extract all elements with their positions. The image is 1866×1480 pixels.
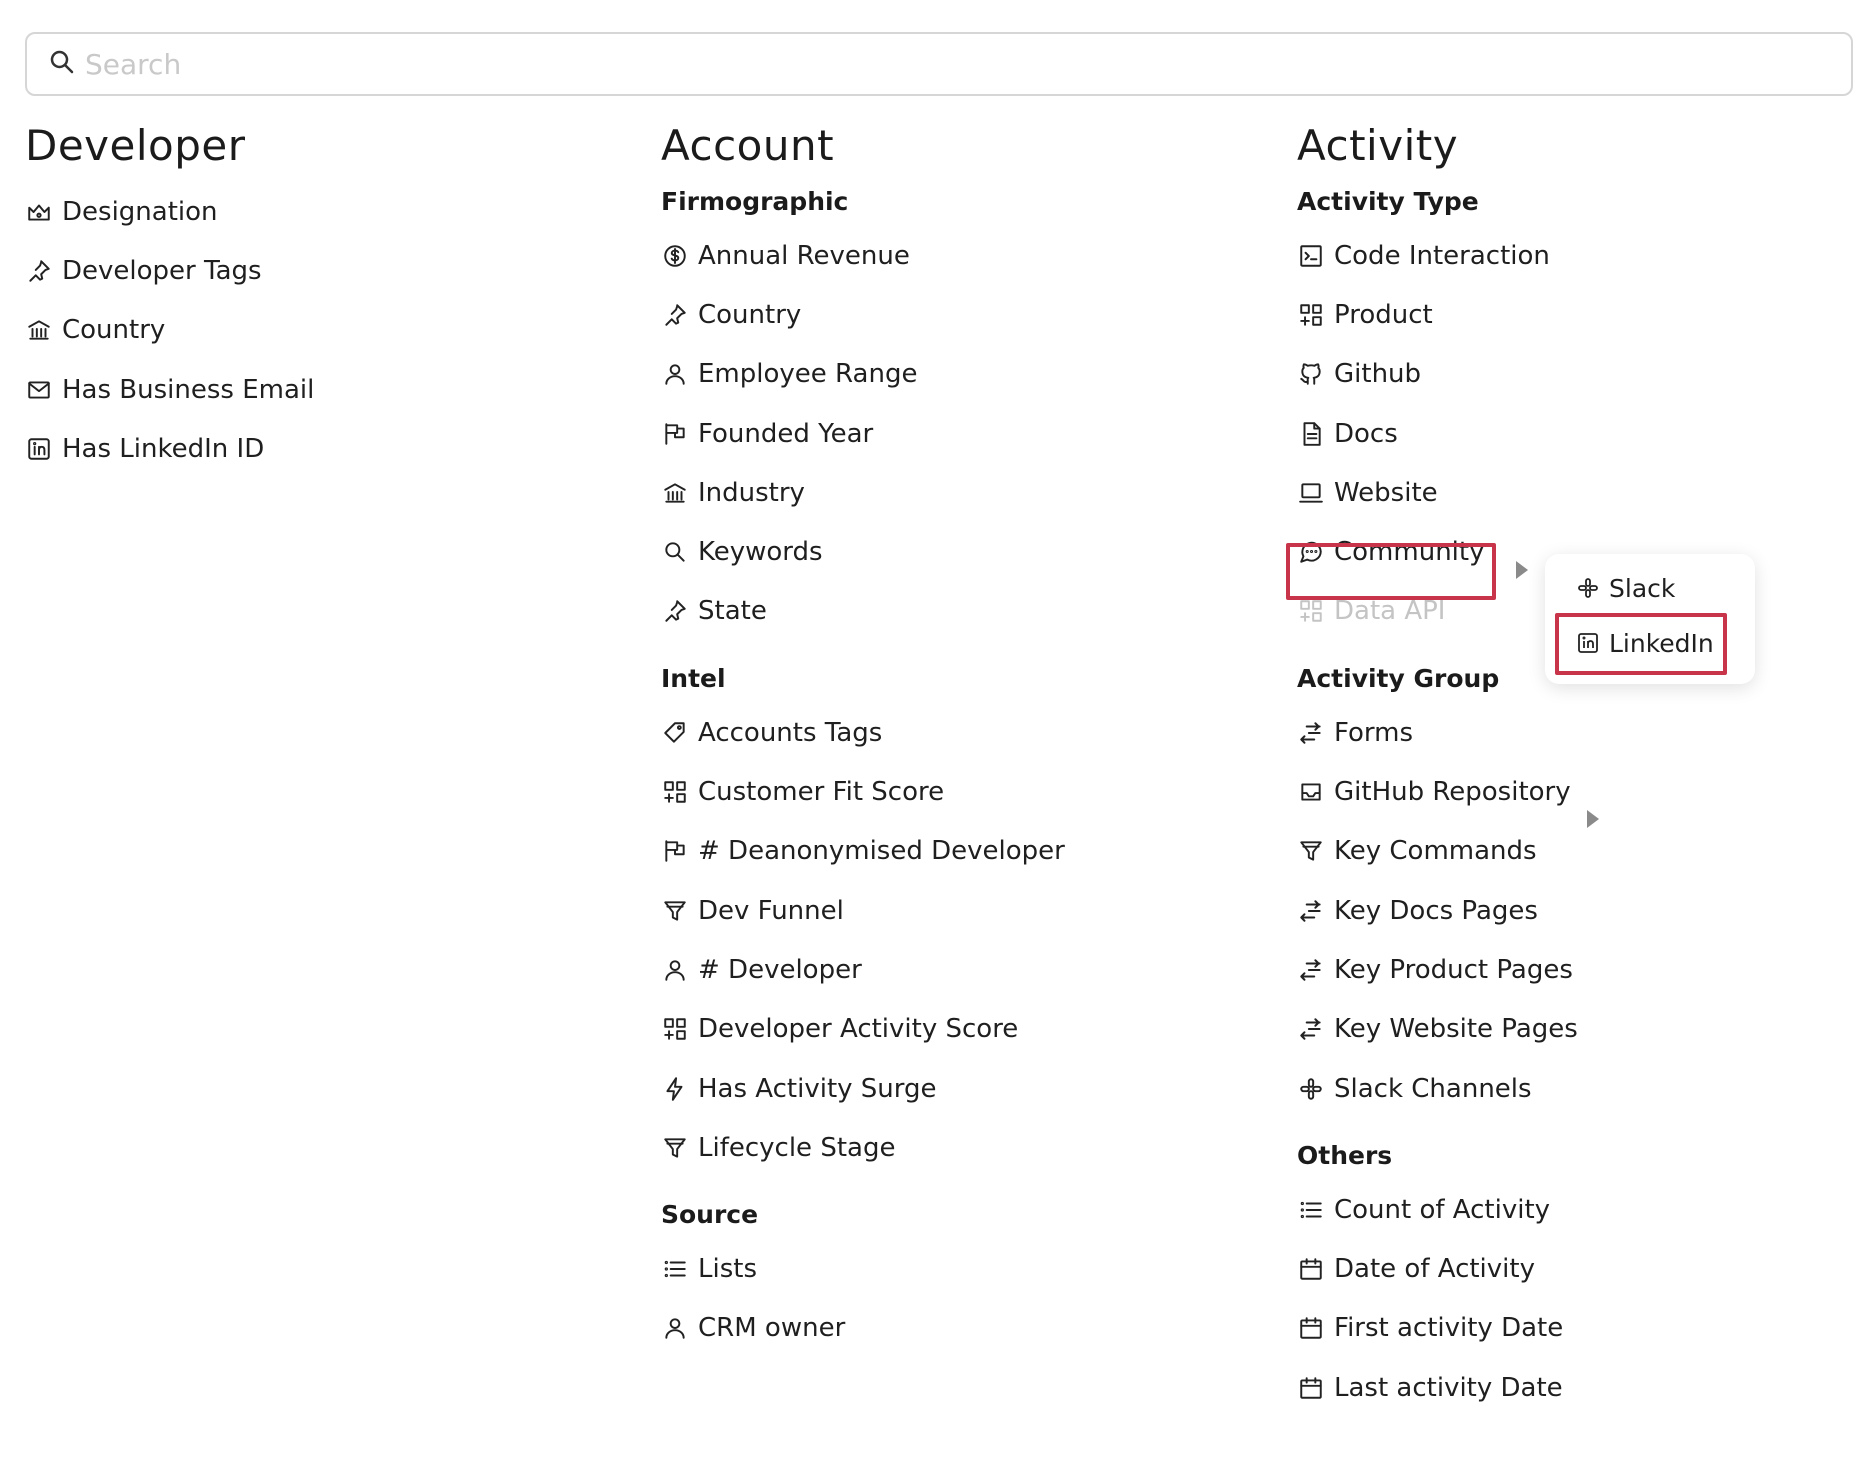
- menu-item-label: Lifecycle Stage: [698, 1132, 896, 1163]
- account-title: Account: [661, 121, 835, 170]
- pin-icon: [25, 257, 53, 285]
- menu-item-slack-channels[interactable]: [1297, 1059, 1797, 1118]
- menu-item-label: Founded Year: [698, 418, 874, 449]
- menu-item-label: Community: [1334, 537, 1485, 568]
- menu-item-label: Data API: [1334, 596, 1446, 627]
- search-icon: [47, 47, 77, 81]
- menu-item-label: Website: [1334, 477, 1438, 508]
- menu-item-key-website-pages[interactable]: [1297, 1000, 1797, 1059]
- arrows-icon: [1297, 1015, 1325, 1043]
- search-bar[interactable]: [25, 32, 1853, 96]
- menu-item-github[interactable]: [1297, 345, 1797, 404]
- dollar-circle-icon: [661, 242, 689, 270]
- list-icon: [1297, 1196, 1325, 1224]
- menu-item-key-commands[interactable]: [1297, 822, 1797, 881]
- menu-item-has-activity-surge[interactable]: [661, 1059, 1261, 1118]
- chat-icon: [1297, 538, 1325, 566]
- menu-item-label: Has LinkedIn ID: [62, 433, 265, 464]
- mail-icon: [25, 376, 53, 404]
- submenu-item-linkedin[interactable]: [1575, 621, 1714, 665]
- menu-item-date-of-activity[interactable]: [1297, 1239, 1797, 1298]
- menu-item-website[interactable]: [1297, 463, 1797, 522]
- menu-item-label: Product: [1334, 299, 1433, 330]
- menu-item-dev-funnel[interactable]: [661, 881, 1261, 940]
- menu-item-label: Docs: [1334, 418, 1398, 449]
- menu-item-deanonymised-developer[interactable]: [661, 822, 1261, 881]
- github-repository-submenu-arrow[interactable]: [1587, 810, 1599, 828]
- funnel-icon: [661, 897, 689, 925]
- bolt-icon: [661, 1075, 689, 1103]
- section-heading-activity-type: Activity Type: [1297, 187, 1479, 216]
- menu-item-label: Dev Funnel: [698, 895, 844, 926]
- menu-item-label: Country: [698, 299, 802, 330]
- menu-item-state[interactable]: [661, 582, 1261, 641]
- menu-item-industry[interactable]: [661, 463, 1261, 522]
- activity-column: [1297, 118, 1797, 1435]
- terminal-icon: [1297, 242, 1325, 270]
- pin-icon: [661, 301, 689, 329]
- menu-item-country[interactable]: [661, 285, 1261, 344]
- menu-item-first-activity-date[interactable]: [1297, 1299, 1797, 1358]
- menu-item-lists[interactable]: [661, 1239, 1261, 1298]
- grid-icon: [661, 778, 689, 806]
- menu-item-label: Lists: [698, 1254, 757, 1285]
- calendar-icon: [1297, 1255, 1325, 1283]
- laptop-icon: [1297, 479, 1325, 507]
- menu-item-key-docs-pages[interactable]: [1297, 881, 1797, 940]
- menu-item-docs[interactable]: [1297, 404, 1797, 463]
- submenu-item-label: LinkedIn: [1609, 628, 1714, 658]
- menu-item-label: Has Business Email: [62, 374, 315, 405]
- user-icon: [661, 956, 689, 984]
- menu-item-label: Employee Range: [698, 359, 918, 390]
- submenu-item-slack[interactable]: [1575, 566, 1675, 610]
- menu-item-label: Keywords: [698, 537, 823, 568]
- menu-item-employee-range[interactable]: [661, 345, 1261, 404]
- menu-item-label: Developer Tags: [62, 255, 262, 286]
- menu-item-lifecycle-stage[interactable]: [661, 1118, 1261, 1177]
- menu-item-label: Accounts Tags: [698, 717, 883, 748]
- submenu-item-label: Slack: [1609, 573, 1676, 603]
- funnel-icon: [661, 1134, 689, 1162]
- activity-title: Activity: [1297, 121, 1459, 170]
- menu-item-github-repository[interactable]: [1297, 762, 1797, 821]
- menu-item-label: Industry: [698, 477, 805, 508]
- grid-icon: [661, 1015, 689, 1043]
- menu-item-label: Annual Revenue: [698, 240, 910, 271]
- bank-icon: [661, 479, 689, 507]
- slack-icon: [1575, 575, 1601, 601]
- menu-item-label: Forms: [1334, 717, 1414, 748]
- tag-icon: [661, 719, 689, 747]
- menu-item-label: Github: [1334, 359, 1422, 390]
- linkedin-icon: [25, 435, 53, 463]
- list-icon: [661, 1255, 689, 1283]
- menu-item-label: State: [698, 596, 767, 627]
- menu-item-label: # Developer: [698, 954, 862, 985]
- inbox-icon: [1297, 778, 1325, 806]
- arrows-icon: [1297, 897, 1325, 925]
- document-icon: [1297, 420, 1325, 448]
- menu-item-label: # Deanonymised Developer: [698, 836, 1065, 867]
- menu-item-developer-activity-score[interactable]: [661, 1000, 1261, 1059]
- flag-icon: [661, 837, 689, 865]
- github-icon: [1297, 360, 1325, 388]
- community-submenu: [1545, 554, 1755, 684]
- menu-item-developer-tags[interactable]: [25, 241, 625, 300]
- menu-item-forms[interactable]: [1297, 703, 1797, 762]
- menu-item-developer[interactable]: [661, 940, 1261, 999]
- community-submenu-arrow[interactable]: [1516, 561, 1528, 579]
- menu-item-founded-year[interactable]: [661, 404, 1261, 463]
- menu-item-label: GitHub Repository: [1334, 777, 1571, 808]
- menu-item-label: Country: [62, 315, 166, 346]
- menu-item-has-linkedin-id[interactable]: [25, 419, 625, 478]
- menu-item-country[interactable]: [25, 301, 625, 360]
- search-input[interactable]: [85, 48, 1785, 81]
- arrows-icon: [1297, 719, 1325, 747]
- menu-item-designation[interactable]: [25, 182, 625, 241]
- menu-item-label: Key Product Pages: [1334, 954, 1573, 985]
- menu-item-label: Designation: [62, 196, 218, 227]
- menu-item-label: First activity Date: [1334, 1313, 1564, 1344]
- developer-column: [25, 118, 625, 478]
- section-heading-intel: Intel: [661, 664, 726, 694]
- menu-item-customer-fit-score[interactable]: [661, 762, 1261, 821]
- section-heading-others: Others: [1297, 1141, 1393, 1171]
- crown-icon: [25, 198, 53, 226]
- menu-item-last-activity-date[interactable]: [1297, 1358, 1797, 1417]
- menu-item-label: Count of Activity: [1334, 1194, 1551, 1225]
- grid-icon: [1297, 597, 1325, 625]
- menu-item-code-interaction[interactable]: [1297, 226, 1797, 285]
- section-heading-source: Source: [661, 1200, 759, 1230]
- linkedin-icon: [1575, 630, 1601, 656]
- user-icon: [661, 1314, 689, 1342]
- developer-title: Developer: [25, 121, 246, 170]
- grid-icon: [1297, 301, 1325, 329]
- pin-icon: [661, 597, 689, 625]
- menu-item-label: Code Interaction: [1334, 240, 1550, 271]
- menu-item-label: CRM owner: [698, 1313, 846, 1344]
- menu-item-accounts-tags[interactable]: [661, 703, 1261, 762]
- menu-item-crm-owner[interactable]: [661, 1299, 1261, 1358]
- menu-item-label: Has Activity Surge: [698, 1073, 937, 1104]
- menu-item-label: Developer Activity Score: [698, 1014, 1019, 1045]
- menu-item-label: Slack Channels: [1334, 1073, 1532, 1104]
- menu-item-label: Key Commands: [1334, 836, 1537, 867]
- bank-icon: [25, 316, 53, 344]
- slack-icon: [1297, 1075, 1325, 1103]
- menu-item-has-business-email[interactable]: [25, 360, 625, 419]
- account-column: [661, 118, 1261, 1376]
- menu-item-product[interactable]: [1297, 285, 1797, 344]
- menu-item-count-of-activity[interactable]: [1297, 1180, 1797, 1239]
- calendar-icon: [1297, 1314, 1325, 1342]
- menu-item-label: Key Website Pages: [1334, 1014, 1578, 1045]
- menu-item-label: Key Docs Pages: [1334, 895, 1538, 926]
- calendar-icon: [1297, 1374, 1325, 1402]
- user-icon: [661, 360, 689, 388]
- funnel-icon: [1297, 837, 1325, 865]
- menu-item-label: Date of Activity: [1334, 1254, 1535, 1285]
- search-icon: [661, 538, 689, 566]
- menu-item-key-product-pages[interactable]: [1297, 940, 1797, 999]
- menu-item-keywords[interactable]: [661, 522, 1261, 581]
- section-heading-activity-group: Activity Group: [1297, 664, 1500, 694]
- menu-item-label: Customer Fit Score: [698, 777, 945, 808]
- menu-item-label: Last activity Date: [1334, 1372, 1563, 1403]
- menu-item-annual-revenue[interactable]: [661, 226, 1261, 285]
- section-heading-firmographic: Firmographic: [661, 187, 849, 216]
- arrows-icon: [1297, 956, 1325, 984]
- flag-icon: [661, 420, 689, 448]
